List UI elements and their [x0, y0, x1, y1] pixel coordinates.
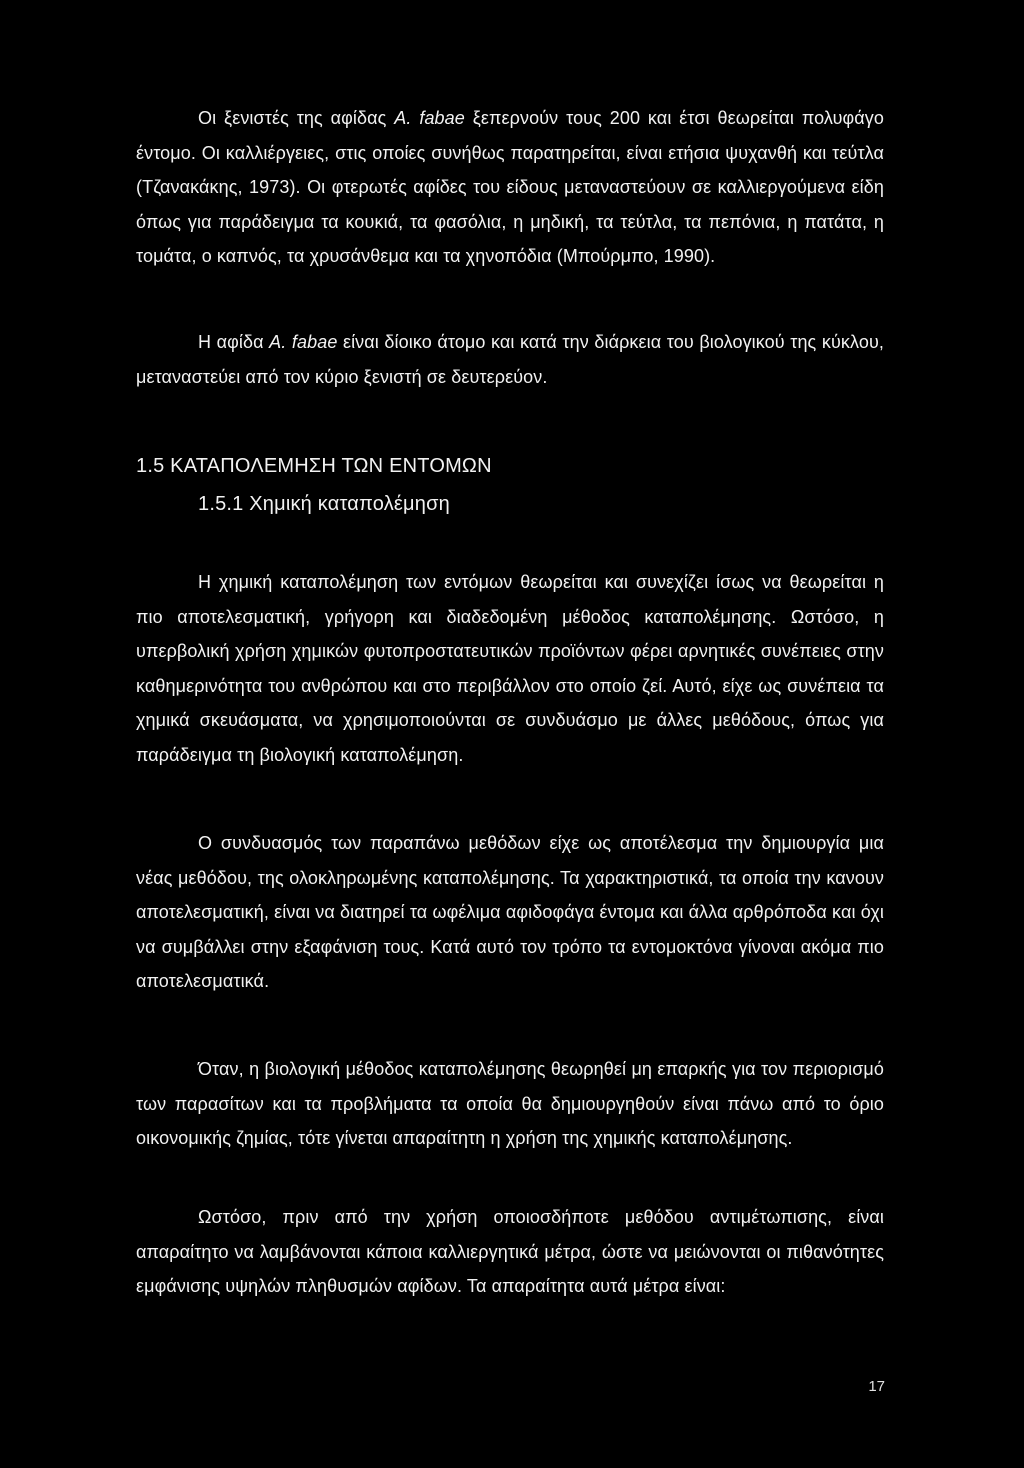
species-name: A. fabae [394, 108, 465, 128]
paragraph-integrated-control: Ο συνδυασμός των παραπάνω μεθόδων είχε ως αποτέλεσμα την δημιουργία μια νέας μεθόδου, της ολοκληρωμένης καταπολέμησης. Τα χαρακτηριστικά, τα οποία την κανουν αποτελεσματική, είναι να διατηρεί τα ωφέλιμα αφιδοφάγα έντομα και άλλα αρθρόποδα και όχι να συμβάλλει στην εξαφάνιση τους. Κατά αυτό τον τρόπο τα εντομοκτόνα γίνοναι ακόμα πιο αποτελεσματικά. [136, 833, 884, 991]
subsection-heading: 1.5.1 Χημική καταπολέμηση [198, 493, 450, 515]
paragraph-life-cycle-part2: είναι δίοικο άτομο και κατά την διάρκεια του βιολογικού της κύκλου, μεταναστεύει από τον κύριο ξενιστή σε δευτερεύον. [136, 332, 884, 387]
page-number: 17 [868, 1378, 885, 1395]
paragraph-host-range-part1: Οι ξενιστές της αφίδας [198, 108, 395, 128]
paragraph-host-range [136, 101, 884, 274]
section-heading: 1.5 ΚΑΤΑΠΟΛΕΜΗΣΗ ΤΩΝ ΕΝΤΟΜΩΝ [136, 455, 492, 477]
paragraph-life-cycle-part1: Η αφίδα [198, 332, 270, 352]
paragraph-cultural-measures: Ωστόσο, πριν από την χρήση οποιοσδήποτε μεθόδου αντιμέτωπισης, είναι απαραίτητο να λαμβάνονται κάποια καλλιεργητικά μέτρα, ώστε να μειώνονται οι πιθανότητες εμφάνισης υψηλών πληθυσμών αφίδων. Τα απαραίτητα αυτά μέτρα είναι: [136, 1207, 884, 1296]
paragraph-host-range-part2: ξεπερνούν τους 200 και έτσι θεωρείται πολυφάγο έντομο. Οι καλλιέργειες, στις οποίες συνήθως παρατηρείται, είναι ετήσια ψυχανθή και τεύτλα (Τζανακάκης, 1973). Οι φτερωτές αφίδες του είδους μεταναστεύουν σε καλλιεργούμενα είδη όπως για παράδειγμα τα κουκιά, τα φασόλια, η μηδική, τα τεύτλα, τα πεπόνια, η πατάτα, η τομάτα, ο καπνός, τα χρυσάνθεμα και τα χηνοπόδια (Μπούρμπο, 1990). [136, 108, 884, 266]
paragraph-chemical-control: Η χημική καταπολέμηση των εντόμων θεωρείται και συνεχίζει ίσως να θεωρείται η πιο αποτελεσματική, γρήγορη και διαδεδομένη μέθοδος καταπολέμησης. Ωστόσο, η υπερβολική χρήση χημικών φυτοπροστατευτικών προϊόντων φέρει αρνητικές συνέπειες στην καθημερινότητα του ανθρώπου και στο περιβάλλον στο οποίο ζεί. Αυτό, είχε ως συνέπεια τα χημικά σκευάσματα, να χρησιμοποιούνται σε συνδυάσμο με άλλες μεθόδους, όπως για παράδειγμα τη βιολογική καταπολέμηση. [136, 572, 884, 765]
paragraph-life-cycle [136, 325, 884, 394]
paragraph-biological-insufficient: Όταν, η βιολογική μέθοδος καταπολέμησης θεωρηθεί μη επαρκής για τον περιορισμό των παρασίτων και τα προβλήματα τα οποία θα δημιουργηθούν είναι πάνω από το όριο οικονομικής ζημίας, τότε γίνεται απαραίτητη η χρήση της χημικής καταπολέμησης. [136, 1059, 884, 1148]
species-name: A. fabae [269, 332, 338, 352]
